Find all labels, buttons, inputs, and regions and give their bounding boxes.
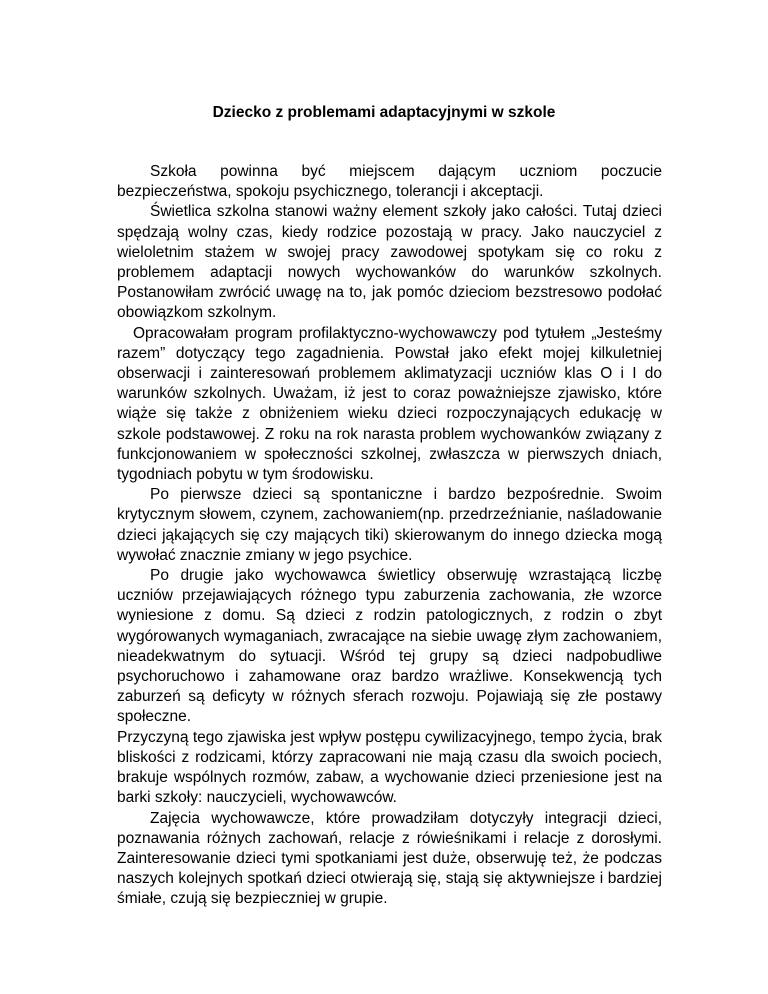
document-title: Dziecko z problemami adaptacyjnymi w szkole <box>212 104 556 121</box>
document-body <box>117 162 662 910</box>
paragraph: Świetlica szkolna stanowi ważny element szkoły jako całości. Tutaj dzieci spędzają wolny czas, kiedy rodzice pozostają w pracy. Jako nauczyciel z wieloletnim stażem w swojej pracy zawodowej spotykam się co roku z problemem adaptacji nowych wychowanków do warunków szkolnych. Postanowiłam zwrócić uwagę na to, jak pomóc dzieciom bezstresowo podołać obowiązkom szkolnym. <box>117 203 662 322</box>
paragraph: Opracowałam program profilaktyczno-wychowawczy pod tytułem „Jesteśmy razem” dotyczący tego zagadnienia. Powstał jako efekt mojej kilkuletniej obserwacji i zainteresowań problemem aklimatyzacji uczniów klas O i I do warunków szkolnych. Uważam, iż jest to coraz poważniejsze zjawisko, które wiąże się także z obniżeniem wieku dzieci rozpoczynających edukację w szkole podstawowej. Z roku na rok narasta problem wychowanków związany z funkcjonowaniem w społeczności szkolnej, zwłaszcza w pierwszych dniach, tygodniach pobytu w tym środowisku. <box>117 324 662 484</box>
paragraph: Przyczyną tego zjawiska jest wpływ postępu cywilizacyjnego, tempo życia, brak bliskości z rodzicami, którzy zapracowani nie mają czasu dla swoich pociech, brakuje wspólnych rozmów, zabaw, a wychowanie dzieci przeniesione jest na barki szkoły: nauczycieli, wychowawców. <box>117 728 662 807</box>
paragraph: Zajęcia wychowawcze, które prowadziłam dotyczyły integracji dzieci, poznawania różnych zachowań, relacje z rówieśnikami i relacje z dorosłymi. Zainteresowanie dzieci tymi spotkaniami jest duże, obserwuję też, że podczas naszych kolejnych spotkań dzieci otwierają się, stają się aktywniejsze i bardziej śmiałe, czują się bezpieczniej w grupie. <box>117 809 662 908</box>
paragraph: Po drugie jako wychowawca świetlicy obserwuję wzrastającą liczbę uczniów przejawiających różnego typu zaburzenia zachowania, złe wzorce wyniesione z domu. Są dzieci z rodzin patologicznych, z rodzin o zbyt wygórowanych wymaganiach, zwracające na siebie uwagę złym zachowaniem, nieadekwatnym do sytuacji. Wśród tej grupy są dzieci nadpobudliwe psychoruchowo i zahamowane oraz bardzo wrażliwe. Konsekwencją tych zaburzeń są deficyty w różnych sferach rozwoju. Pojawiają się złe postawy społeczne. <box>117 567 662 726</box>
paragraph: Szkoła powinna być miejscem dającym uczniom poczucie bezpieczeństwa, spokoju psychicznego, tolerancji i akceptacji. <box>117 163 662 201</box>
paragraph: Po pierwsze dzieci są spontaniczne i bardzo bezpośrednie. Swoim krytycznym słowem, czynem, zachowaniem(np. przedrzeźnianie, naśladowanie dzieci jąkających się czy mających tiki) skierowanym do innego dziecka mogą wywołać znacznie zmiany w jego psychice. <box>117 486 662 564</box>
